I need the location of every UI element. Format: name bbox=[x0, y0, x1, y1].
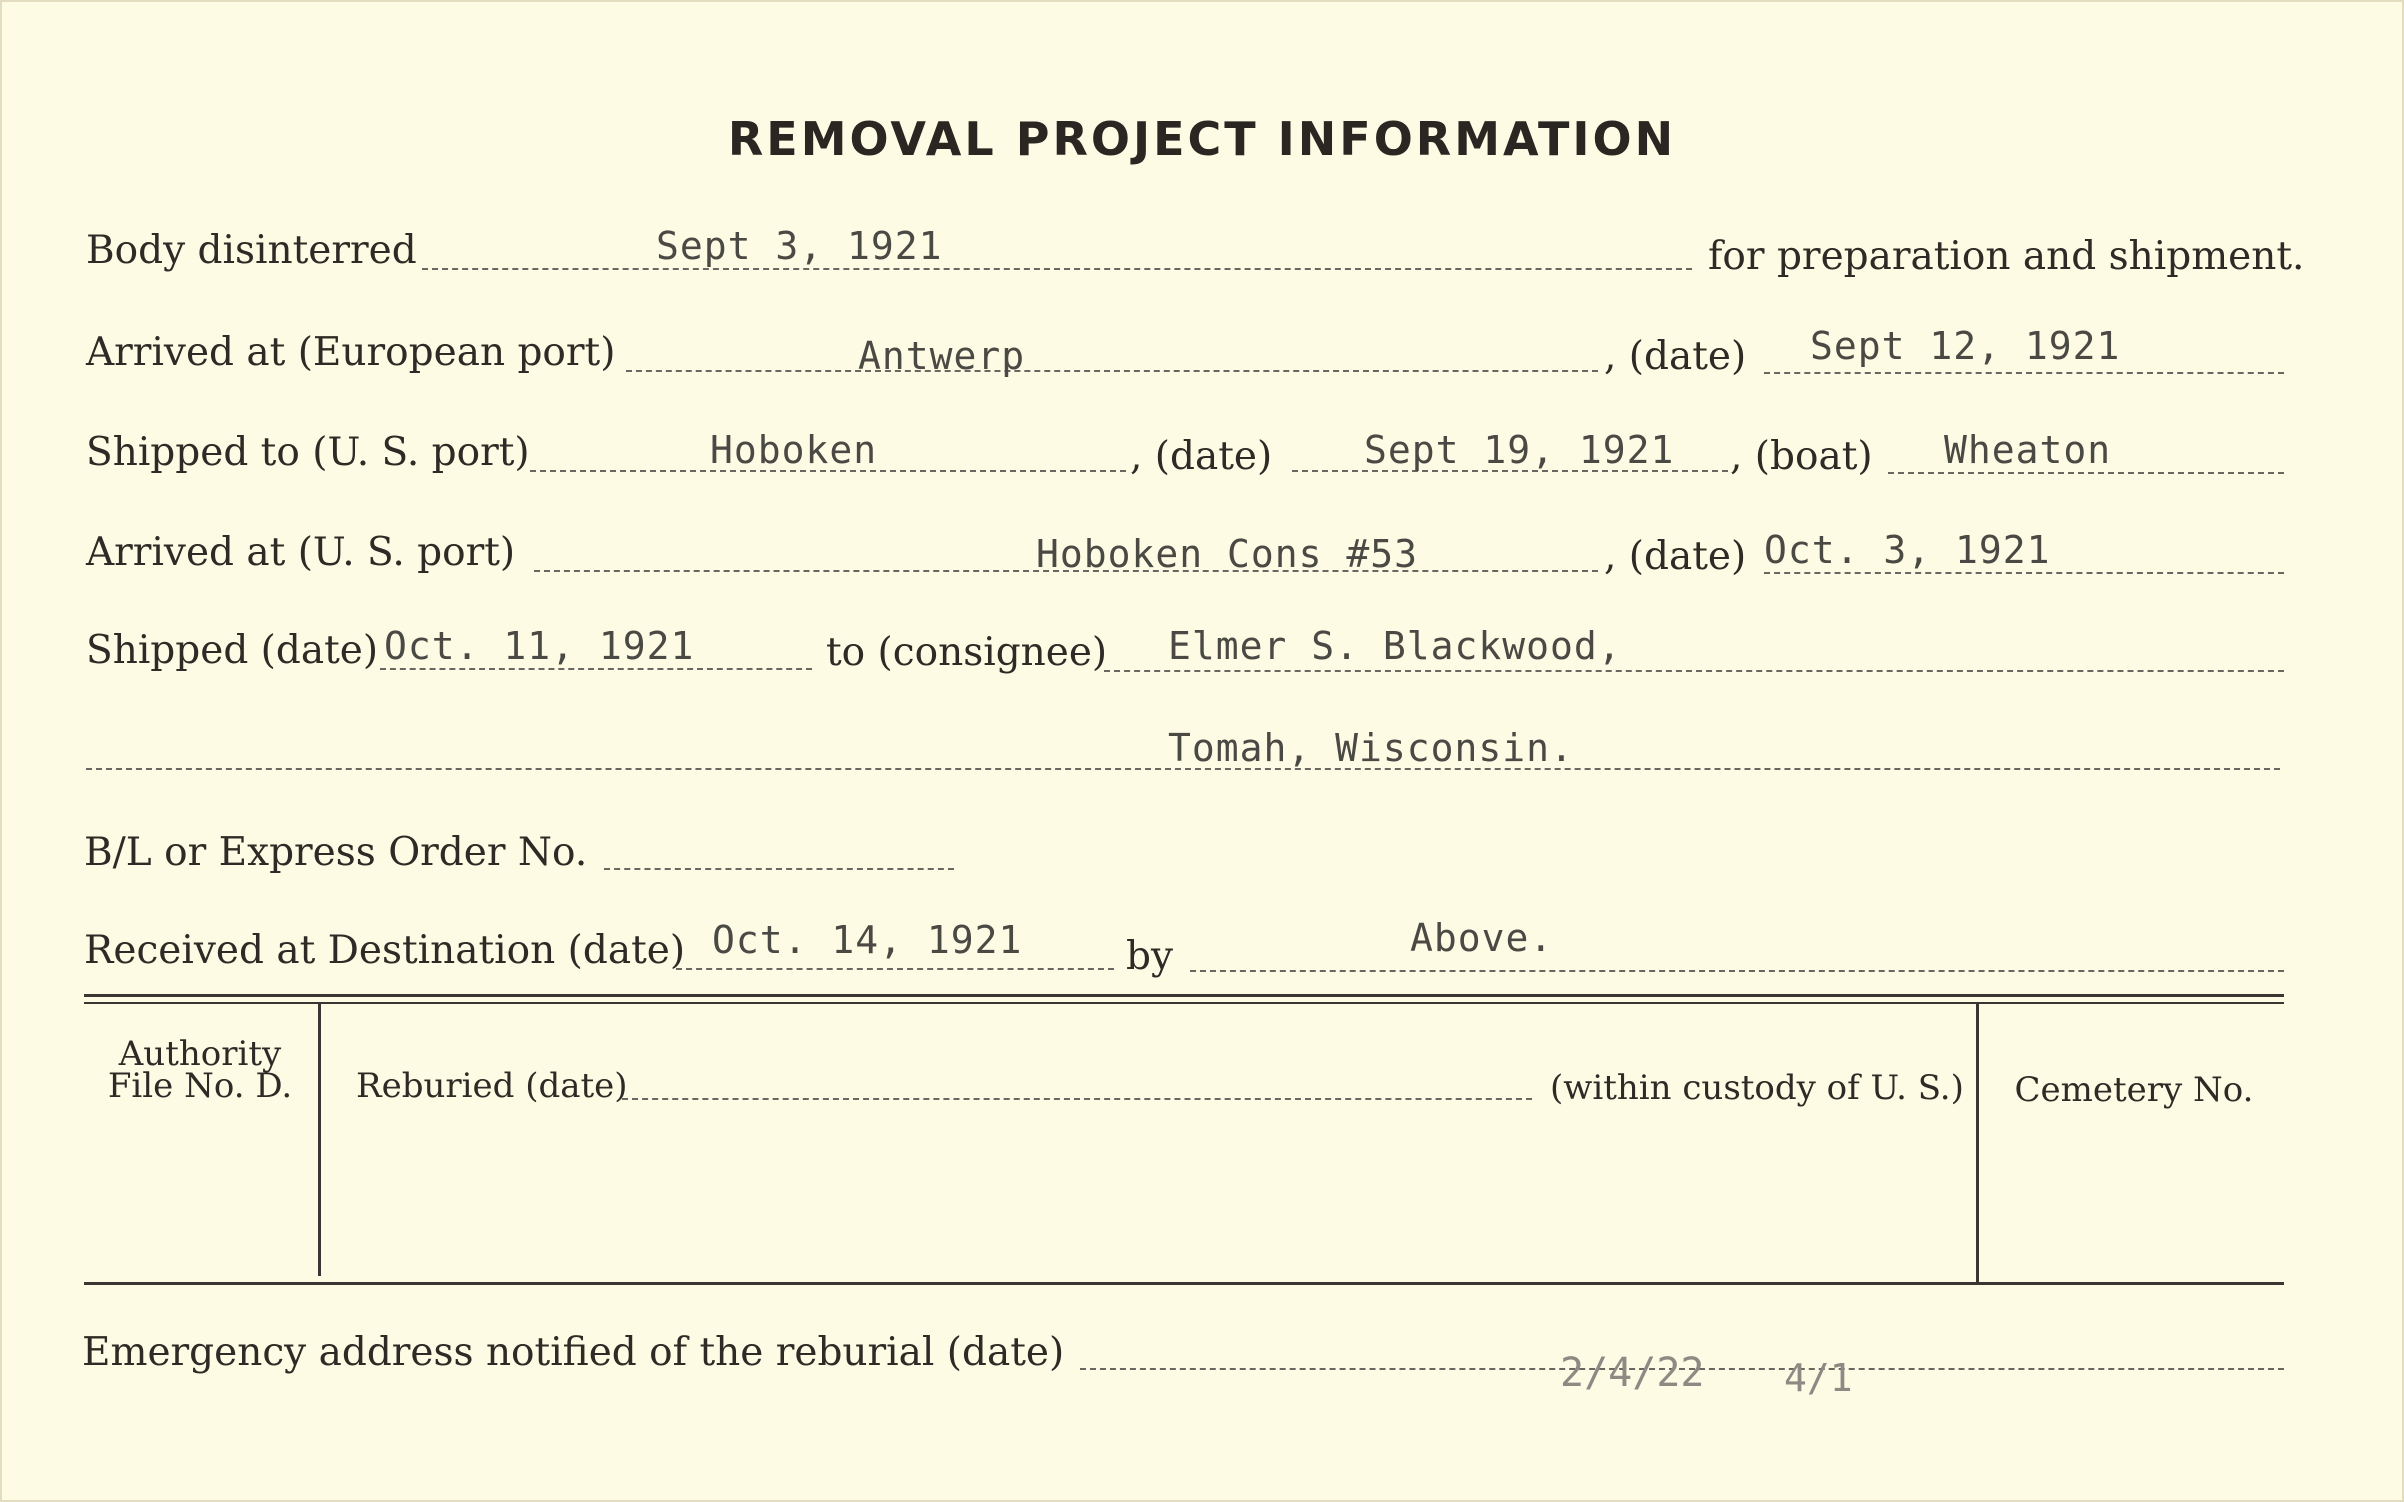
shipped-us-boat-line bbox=[1888, 472, 2284, 474]
cemetery-label: Cemetery No. bbox=[2014, 1070, 2254, 1110]
shipped-us-date: Sept 19, 1921 bbox=[1364, 428, 1675, 472]
body-disinterred-label: Body disinterred bbox=[86, 228, 417, 273]
arrived-us-date-line bbox=[1764, 572, 2284, 574]
shipped-us-boat-label: , (boat) bbox=[1730, 434, 1873, 479]
consignee-address: Tomah, Wisconsin. bbox=[1168, 726, 1574, 770]
shipped-us-date-label: , (date) bbox=[1130, 434, 1273, 479]
body-disinterred-line bbox=[422, 268, 1692, 270]
arrived-european-date: Sept 12, 1921 bbox=[1810, 324, 2121, 368]
shipped-us-label: Shipped to (U. S. port) bbox=[86, 430, 530, 475]
received-by: Above. bbox=[1410, 916, 1554, 960]
shipped-us-port: Hoboken bbox=[710, 428, 878, 472]
arrived-european-date-line bbox=[1764, 372, 2284, 374]
arrived-european-port: Antwerp bbox=[858, 334, 1026, 378]
arrived-us-label: Arrived at (U. S. port) bbox=[86, 530, 516, 575]
shipped-date-label: Shipped (date) bbox=[86, 628, 379, 673]
body-disinterred-suffix: for preparation and shipment. bbox=[1708, 234, 2305, 279]
received-label: Received at Destination (date) bbox=[84, 928, 686, 973]
arrived-european-date-label: , (date) bbox=[1604, 334, 1747, 379]
reburied-line bbox=[622, 1098, 1532, 1100]
authority-line1: Authority bbox=[118, 1034, 282, 1074]
consignee-name: Elmer S. Blackwood, bbox=[1168, 624, 1622, 668]
shipped-us-boat: Wheaton bbox=[1944, 428, 2112, 472]
arrived-european-port-line bbox=[626, 370, 1598, 372]
arrived-european-label: Arrived at (European port) bbox=[86, 330, 616, 375]
bl-order-label: B/L or Express Order No. bbox=[84, 830, 588, 875]
received-by-label: by bbox=[1126, 934, 1173, 979]
body-disinterred-value: Sept 3, 1921 bbox=[656, 224, 943, 268]
box-divider-right bbox=[1976, 1004, 1979, 1284]
received-date-line bbox=[676, 968, 1114, 970]
emergency-initials: 4/1 bbox=[1784, 1356, 1853, 1400]
shipped-date: Oct. 11, 1921 bbox=[384, 624, 695, 668]
consignee-line bbox=[1104, 670, 2284, 672]
arrived-us-date-label: , (date) bbox=[1604, 534, 1747, 579]
shipped-date-line bbox=[380, 668, 812, 670]
double-rule-bottom bbox=[84, 1002, 2284, 1004]
received-date: Oct. 14, 1921 bbox=[712, 918, 1023, 962]
reburied-label: Reburied (date) bbox=[356, 1066, 628, 1106]
double-rule-top bbox=[84, 994, 2284, 997]
arrived-us-date: Oct. 3, 1921 bbox=[1764, 528, 2051, 572]
bl-order-line bbox=[604, 868, 954, 870]
box-divider-left bbox=[318, 1004, 321, 1276]
emergency-label: Emergency address notified of the reburial (date) bbox=[82, 1330, 1065, 1375]
form-title: REMOVAL PROJECT INFORMATION bbox=[727, 112, 1677, 166]
arrived-us-port: Hoboken Cons #53 bbox=[1036, 532, 1419, 576]
reburied-suffix: (within custody of U. S.) bbox=[1550, 1068, 1964, 1108]
received-by-line bbox=[1190, 970, 2284, 972]
authority-line2: File No. D. bbox=[107, 1066, 293, 1106]
emergency-date: 2/4/22 bbox=[1560, 1350, 1705, 1396]
consignee-label: to (consignee) bbox=[826, 630, 1108, 675]
box-bottom-rule bbox=[84, 1282, 2284, 1285]
